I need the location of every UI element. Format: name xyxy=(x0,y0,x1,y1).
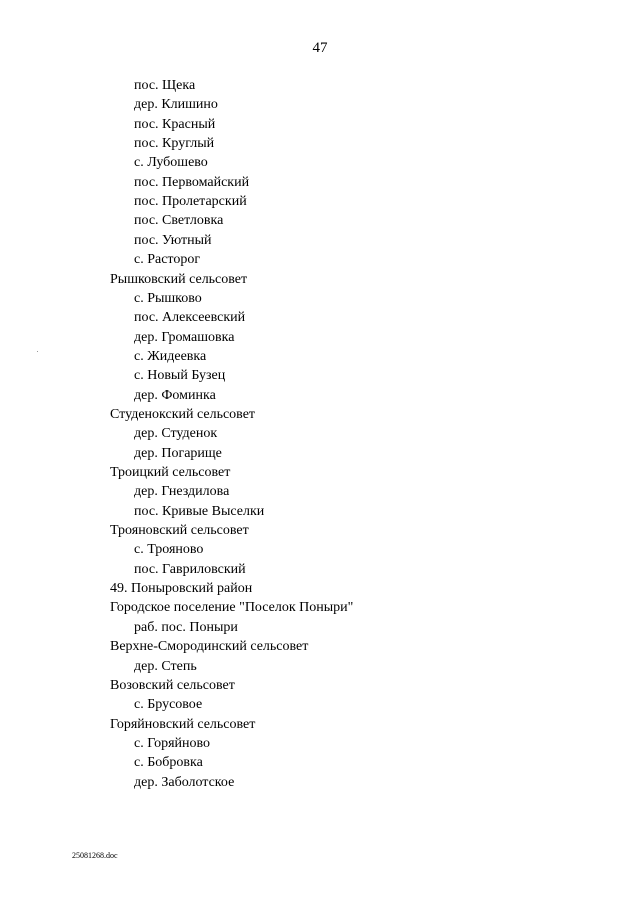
settlement-item: с. Лубошево xyxy=(134,155,208,170)
settlement-item: пос. Алексеевский xyxy=(134,310,246,325)
settlement-item: дер. Гнездилова xyxy=(134,484,230,499)
settlement-item: пос. Щека xyxy=(134,78,196,93)
settlement-item: с. Бобровка xyxy=(134,755,203,770)
settlement-item: с. Расторог xyxy=(134,252,201,267)
settlement-item: с. Рышково xyxy=(134,291,202,306)
section-heading: Рышковский сельсовет xyxy=(110,272,248,287)
section-heading: Горяйновский сельсовет xyxy=(110,717,256,732)
settlement-item: пос. Круглый xyxy=(134,136,215,151)
settlement-item: пос. Пролетарский xyxy=(134,194,247,209)
settlement-item: с. Горяйново xyxy=(134,736,211,751)
page-number: 47 xyxy=(312,40,328,56)
section-heading: Троицкий сельсовет xyxy=(110,465,231,480)
section-heading: Студенокский сельсовет xyxy=(110,407,256,422)
settlement-item: раб. пос. Поныри xyxy=(134,620,238,635)
settlement-item: пос. Гавриловский xyxy=(134,562,246,577)
footer-filename: 25081268.doc xyxy=(72,851,118,860)
settlement-item: дер. Фоминка xyxy=(134,388,216,403)
settlement-item: дер. Степь xyxy=(134,659,197,674)
settlement-item: дер. Студенок xyxy=(134,426,218,441)
scan-speck xyxy=(37,351,38,352)
settlement-item: дер. Громашовка xyxy=(134,330,235,345)
section-heading: Трояновский сельсовет xyxy=(110,523,249,538)
settlement-item: пос. Кривые Выселки xyxy=(134,504,265,519)
settlement-item: с. Новый Бузец xyxy=(134,368,226,383)
settlement-item: пос. Уютный xyxy=(134,233,212,248)
settlement-item: с. Брусовое xyxy=(134,697,203,712)
settlement-item: с. Жидеевка xyxy=(134,349,207,364)
section-heading: Городское поселение "Поселок Поныри" xyxy=(110,600,354,615)
settlement-item: с. Трояново xyxy=(134,542,204,557)
settlement-item: дер. Клишино xyxy=(134,97,218,112)
settlement-item: пос. Первомайский xyxy=(134,175,250,190)
settlement-item: пос. Красный xyxy=(134,117,216,132)
section-heading: Возовский сельсовет xyxy=(110,678,235,693)
settlement-item: дер. Погарище xyxy=(134,446,222,461)
settlement-item: дер. Заболотское xyxy=(134,775,235,790)
section-heading: 49. Поныровский район xyxy=(110,581,253,596)
settlement-item: пос. Светловка xyxy=(134,213,224,228)
section-heading: Верхне-Смородинский сельсовет xyxy=(110,639,309,654)
